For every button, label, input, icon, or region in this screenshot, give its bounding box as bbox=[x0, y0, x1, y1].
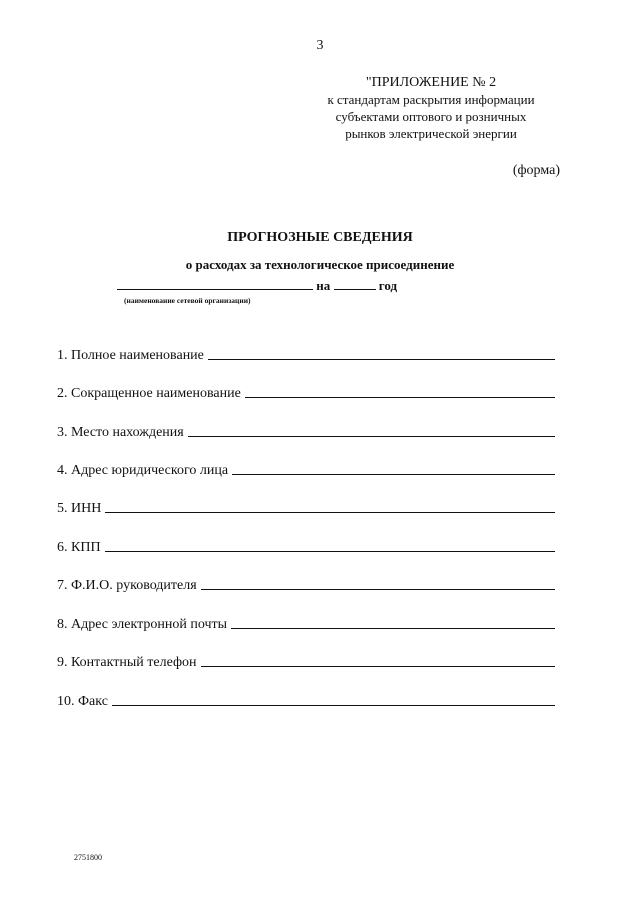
field-legal-address bbox=[57, 459, 555, 479]
field-label: 7. Ф.И.О. руководителя bbox=[57, 578, 197, 593]
document-code: 2751800 bbox=[74, 853, 102, 862]
organization-name-blank[interactable] bbox=[117, 277, 313, 290]
annex-header bbox=[300, 74, 562, 142]
field-fax bbox=[57, 690, 555, 710]
field-blank-line[interactable] bbox=[208, 358, 555, 360]
field-label: 1. Полное наименование bbox=[57, 348, 204, 363]
field-label: 2. Сокращенное наименование bbox=[57, 386, 241, 401]
field-blank-line[interactable] bbox=[231, 627, 555, 629]
field-blank-line[interactable] bbox=[245, 396, 555, 398]
annex-line: рынков электрической энергии bbox=[345, 126, 517, 141]
field-label: 5. ИНН bbox=[57, 501, 102, 516]
field-short-name bbox=[57, 382, 555, 402]
field-label: 6. КПП bbox=[57, 540, 101, 555]
field-location bbox=[57, 421, 555, 441]
field-inn bbox=[57, 497, 555, 517]
field-kpp bbox=[57, 536, 555, 556]
field-label: 9. Контактный телефон bbox=[57, 655, 197, 670]
field-label: 8. Адрес электронной почты bbox=[57, 617, 228, 632]
field-blank-line[interactable] bbox=[232, 473, 555, 475]
organization-year-line bbox=[117, 277, 397, 294]
field-phone bbox=[57, 651, 555, 671]
year-blank[interactable] bbox=[334, 277, 376, 290]
field-blank-line[interactable] bbox=[112, 704, 555, 706]
annex-line: к стандартам раскрытия информации bbox=[327, 92, 535, 107]
on-word: на bbox=[316, 278, 331, 293]
field-blank-line[interactable] bbox=[188, 435, 555, 437]
field-blank-line[interactable] bbox=[105, 550, 555, 552]
field-label: 4. Адрес юридического лица bbox=[57, 463, 229, 478]
form-label: (форма) bbox=[512, 163, 560, 178]
annex-title: "ПРИЛОЖЕНИЕ № 2 bbox=[365, 75, 497, 90]
document-subtitle: о расходах за технологическое присоединение bbox=[185, 257, 455, 272]
year-word: год bbox=[378, 278, 398, 293]
field-blank-line[interactable] bbox=[201, 665, 555, 667]
field-email bbox=[57, 613, 555, 633]
annex-line: субъектами оптового и розничных bbox=[335, 109, 527, 124]
organization-caption: (наименование сетевой организации) bbox=[124, 296, 251, 305]
field-director-name bbox=[57, 574, 555, 594]
field-label: 3. Место нахождения bbox=[57, 425, 184, 440]
field-blank-line[interactable] bbox=[105, 511, 555, 513]
field-full-name bbox=[57, 344, 555, 364]
page-number: 3 bbox=[316, 38, 324, 53]
document-title: ПРОГНОЗНЫЕ СВЕДЕНИЯ bbox=[227, 230, 413, 245]
field-label: 10. Факс bbox=[57, 694, 108, 709]
field-blank-line[interactable] bbox=[201, 588, 555, 590]
